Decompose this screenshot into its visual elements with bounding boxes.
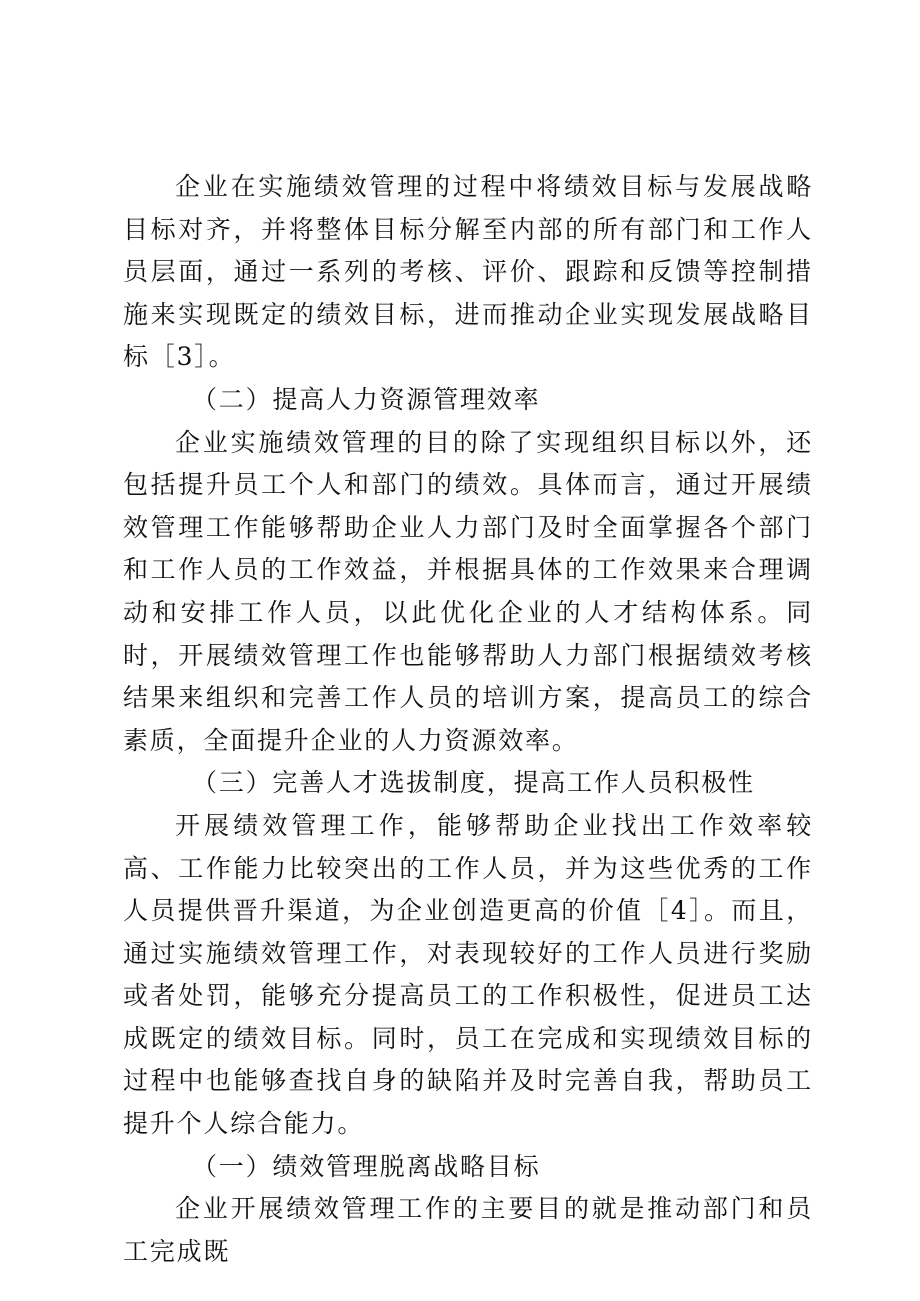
document-body [123, 166, 813, 1273]
paragraph-strategy-disconnect: 企业开展绩效管理工作的主要目的就是推动部门和员工完成既 [123, 1194, 813, 1266]
section-heading-hr-efficiency: （二）提高人力资源管理效率 [192, 384, 541, 414]
paragraph-strategy-alignment: 企业在实施绩效管理的过程中将绩效目标与发展战略目标对齐，并将整体目标分解至内部的所有部门和工作人员层面，通过一系列的考核、评价、跟踪和反馈等控制措施来实现既定的绩效目标，进而推动企业实现发展战略目标［3］。 [123, 172, 813, 372]
paragraph-talent-selection: 开展绩效管理工作，能够帮助企业找出工作效率较高、工作能力比较突出的工作人员，并为这些优秀的工作人员提供晋升渠道，为企业创造更高的价值［4］。而且，通过实施绩效管理工作，对表现较好的工作人员进行奖励或者处罚，能够充分提高员工的工作积极性，促进员工达成既定的绩效目标。同时，员工在完成和实现绩效目标的过程中也能够查找自身的缺陷并及时完善自我，帮助员工提升个人综合能力。 [123, 810, 813, 1139]
section-heading-strategy-disconnect: （一）绩效管理脱离战略目标 [192, 1151, 541, 1181]
paragraph-hr-efficiency: 企业实施绩效管理的目的除了实现组织目标以外，还包括提升员工个人和部门的绩效。具体而言，通过开展绩效管理工作能够帮助企业人力部门及时全面掌握各个部门和工作人员的工作效益，并根据具体的工作效果来合理调动和安排工作人员，以此优化企业的人才结构体系。同时，开展绩效管理工作也能够帮助人力部门根据绩效考核结果来组织和完善工作人员的培训方案，提高员工的综合素质，全面提升企业的人力资源效率。 [123, 427, 813, 755]
section-heading-talent-selection: （三）完善人才选拔制度，提高工作人员积极性 [192, 768, 755, 798]
